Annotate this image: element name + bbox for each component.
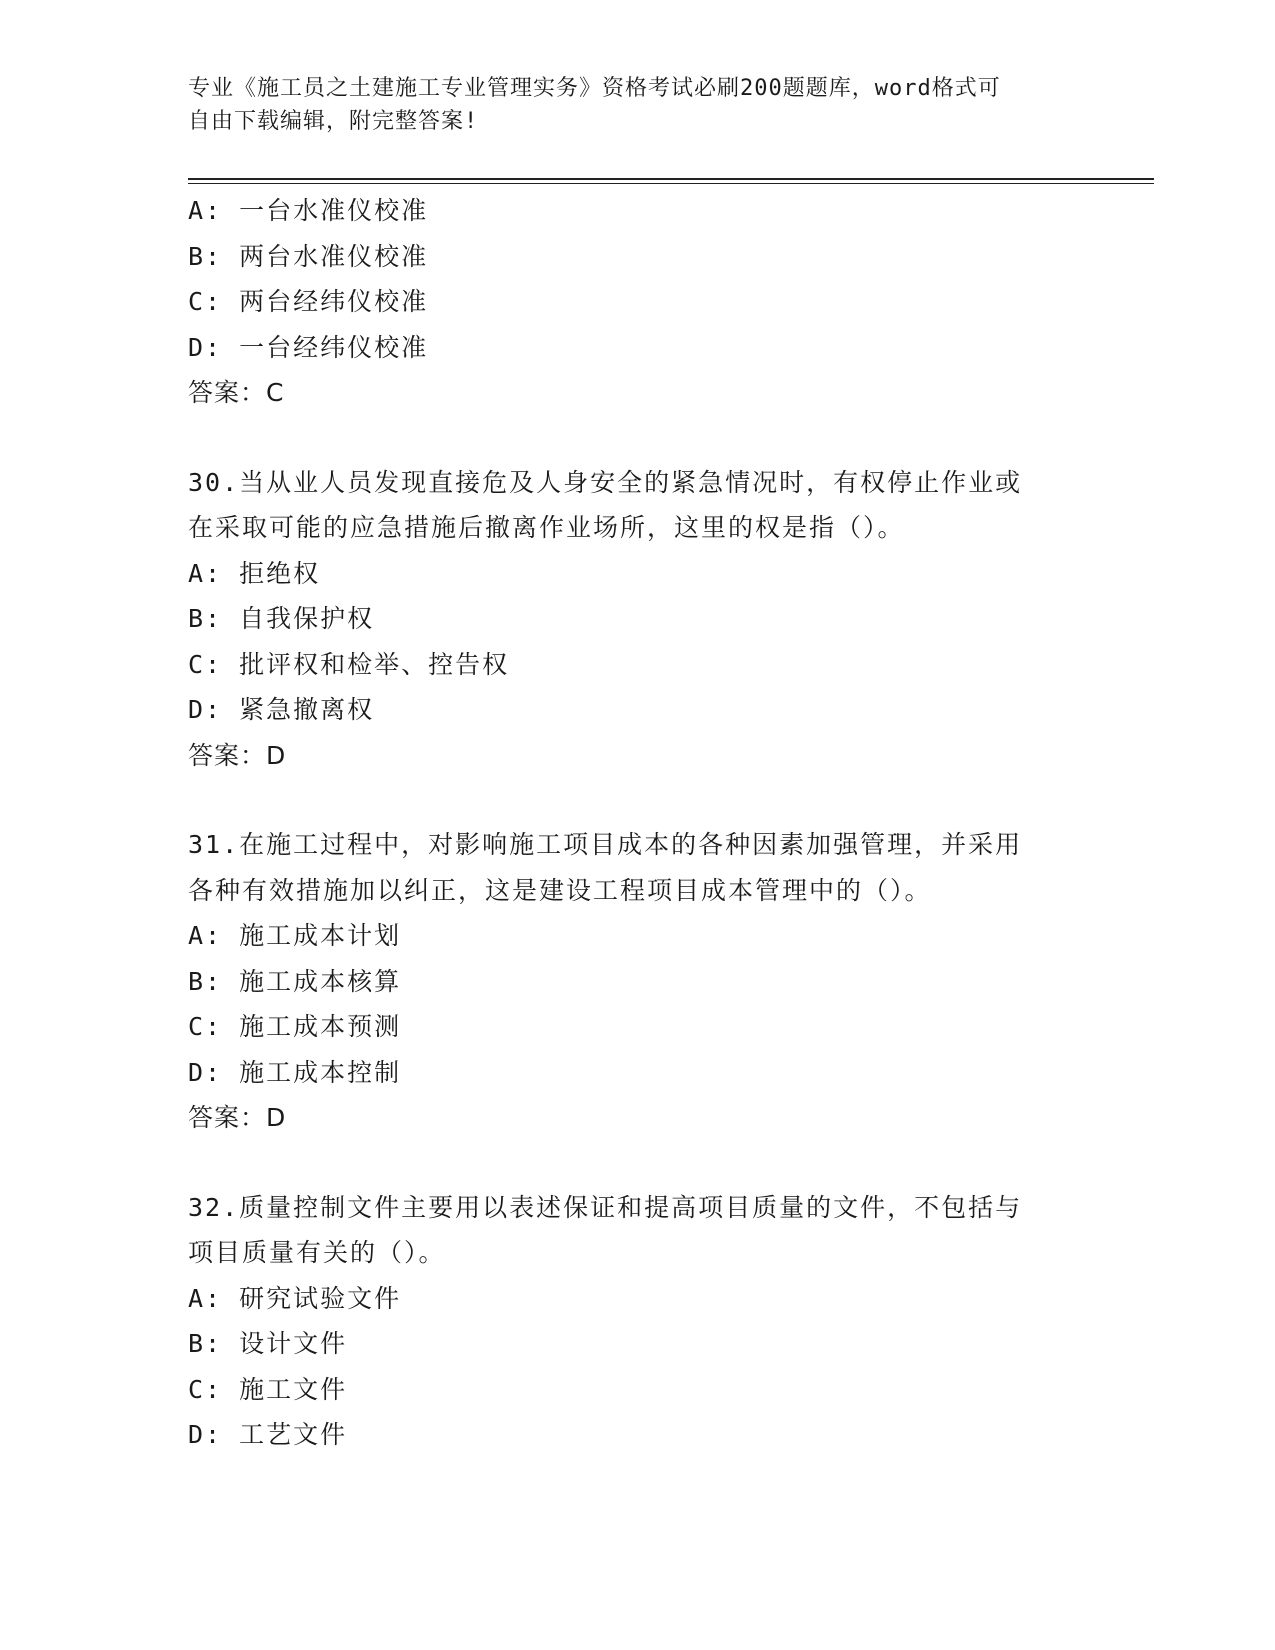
question-31 [188, 822, 1088, 1141]
header-line-1: 专业《施工员之土建施工专业管理实务》资格考试必刷200题题库，word格式可 [188, 76, 1001, 101]
option-b: B: 施工成本核算 [188, 966, 402, 996]
option-a: A: 拒绝权 [188, 558, 321, 588]
question-text-line-1: 30.当从业人员发现直接危及人身安全的紧急情况时，有权停止作业或 [188, 467, 1023, 497]
option-a: A: 研究试验文件 [188, 1283, 402, 1313]
option-a: A: 一台水准仪校准 [188, 196, 429, 225]
question-30 [188, 460, 1088, 779]
answer: 答案：C [188, 378, 285, 407]
option-c: C: 施工成本预测 [188, 1012, 402, 1041]
header-divider-thin [188, 183, 1154, 184]
option-b: B: 设计文件 [188, 1329, 348, 1358]
question-text-line-2: 项目质量有关的（）。 [188, 1238, 446, 1267]
option-b: B: 自我保护权 [188, 604, 375, 633]
question-29 [188, 188, 1088, 416]
answer: 答案：D [188, 1103, 287, 1132]
option-d: D: 施工成本控制 [188, 1057, 402, 1087]
option-d: D: 工艺文件 [188, 1420, 348, 1449]
option-d: D: 一台经纬仪校准 [188, 332, 429, 362]
option-b: B: 两台水准仪校准 [188, 241, 429, 271]
question-text-line-1: 32.质量控制文件主要用以表述保证和提高项目质量的文件，不包括与 [188, 1192, 1023, 1222]
question-text-line-2: 在采取可能的应急措施后撤离作业场所，这里的权是指（）。 [188, 513, 905, 542]
header-divider [188, 178, 1154, 180]
option-a: A: 施工成本计划 [188, 921, 402, 950]
question-text-line-1: 31.在施工过程中，对影响施工项目成本的各种因素加强管理，并采用 [188, 830, 1023, 859]
option-c: C: 两台经纬仪校准 [188, 287, 429, 316]
question-32 [188, 1185, 1088, 1458]
option-d: D: 紧急撤离权 [188, 695, 375, 724]
answer: 答案：D [188, 740, 287, 770]
header-line-2: 自由下载编辑，附完整答案! [188, 109, 479, 134]
question-text-line-2: 各种有效措施加以纠正，这是建设工程项目成本管理中的（）。 [188, 875, 932, 905]
question-list [188, 188, 1088, 1458]
option-c: C: 批评权和检举、控告权 [188, 649, 510, 679]
option-c: C: 施工文件 [188, 1374, 348, 1404]
document-header [188, 72, 1088, 138]
